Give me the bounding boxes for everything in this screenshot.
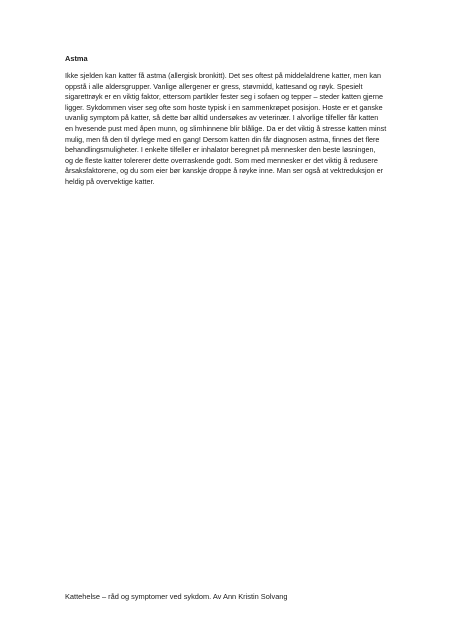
paragraph-line: og de fleste katter tolererer dette overraskende godt. Som med mennesker er det viktig å redusere: [65, 155, 378, 165]
paragraph-line: Ikke sjelden kan katter få astma (allergisk bronkitt). Det ses oftest på middelaldrene katter, men kan: [65, 71, 382, 80]
paragraph-line: heldig på overvektige katter.: [65, 176, 155, 186]
paragraph-line: ligger. Sykdommen viser seg ofte som hoste typisk i en sammenkrøpet posisjon. Hoste er et ganske: [65, 102, 383, 112]
paragraph-line: sigarettrøyk er en viktig faktor, ettersom partikler fester seg i sofaen og tepper – steder katten gjerne: [65, 92, 384, 102]
paragraph-line: årsaksfaktorene, og du som eier bør kanskje droppe å røyke inne. Man ser også at vektreduksjon er: [65, 166, 384, 176]
body-paragraph: [65, 71, 405, 188]
paragraph-line: oppstå i alle aldersgrupper. Vanlige allergener er gress, støvmidd, kattesand og røyk. Spesielt: [65, 81, 363, 91]
paragraph-line: mulig, men få den til dyrlege med en gang! Dersom katten din får diagnosen astma, finnes det flere: [65, 134, 380, 144]
paragraph-line: behandlingsmuligheter. I enkelte tilfeller er inhalator beregnet på mennesker den beste løsningen,: [65, 145, 376, 155]
paragraph-line: uvanlig symptom på katter, så dette bør alltid undersøkes av veterinær. I alvorlige tilfeller får katten: [65, 113, 379, 123]
section-heading: Astma: [65, 54, 88, 63]
page-footer: Kattehelse – råd og symptomer ved sykdom. Av Ann Kristin Solvang: [65, 592, 288, 601]
paragraph-line: en hvesende pust med åpen munn, og slimhinnene blir blålige. Da er det viktig å stresse katten minst: [65, 123, 387, 133]
